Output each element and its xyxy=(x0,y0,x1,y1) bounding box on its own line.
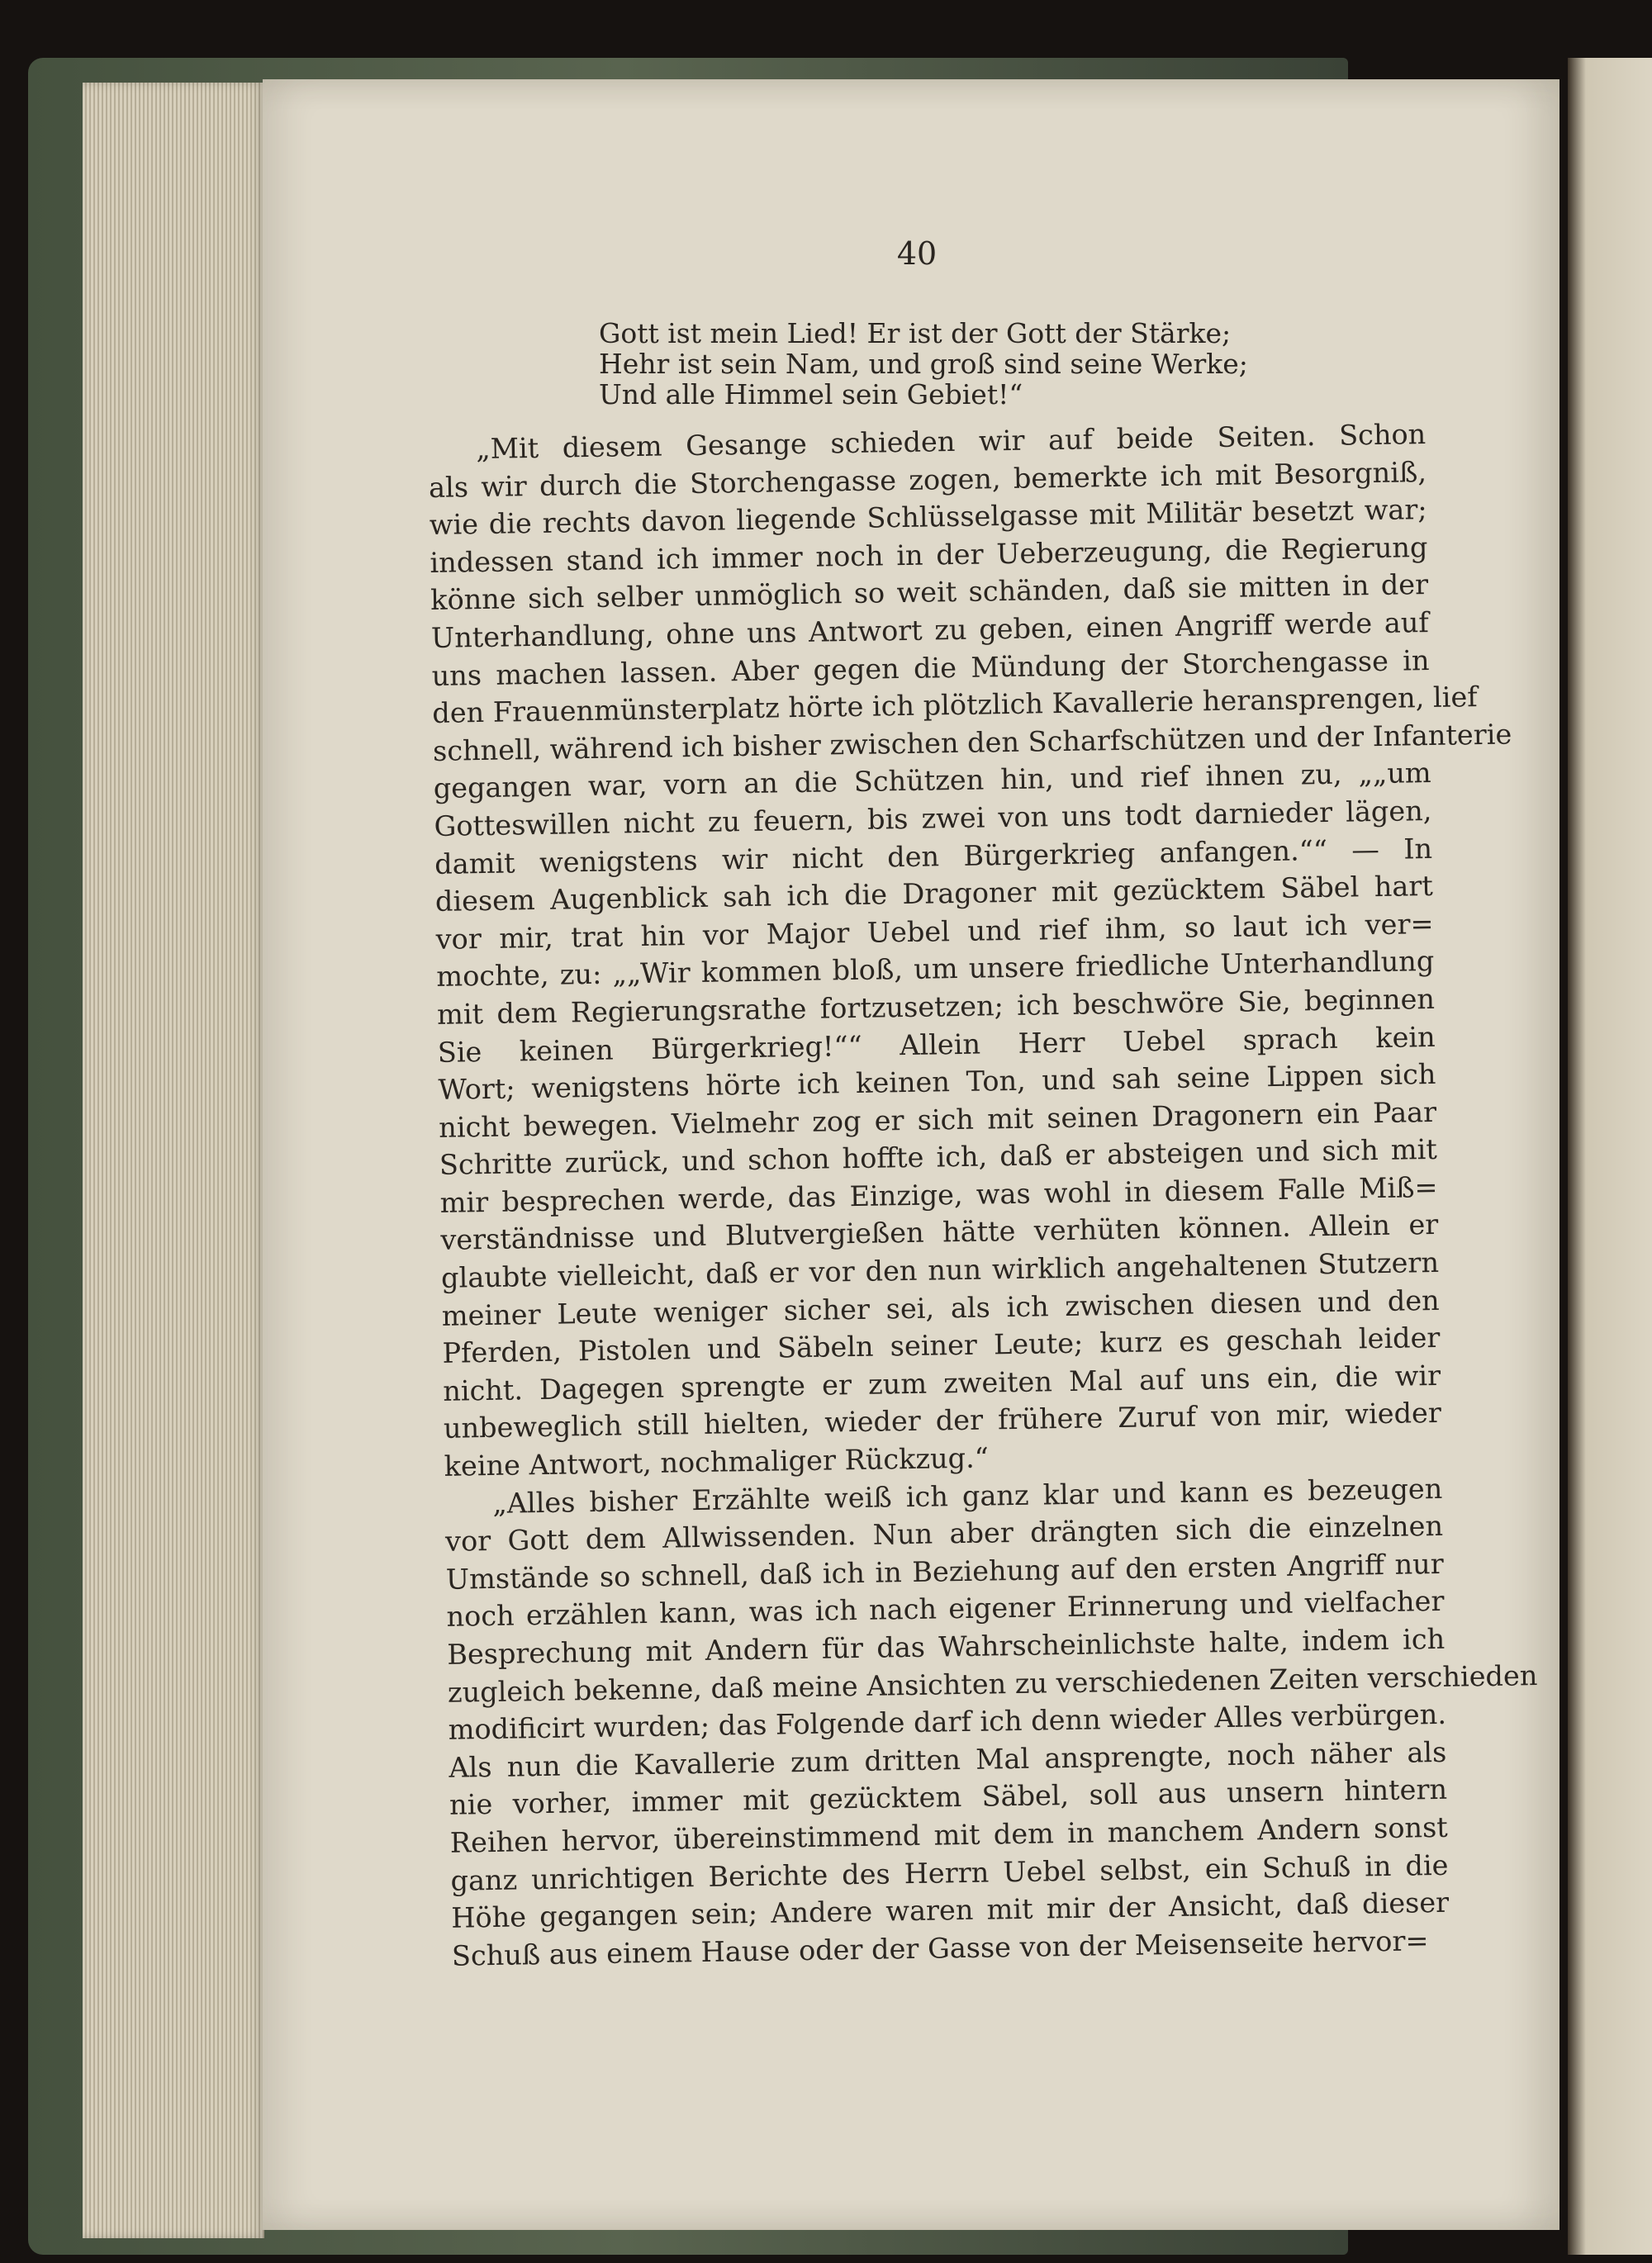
text-line: mit dem Regierungsrathe fortzusetzen; ich beschwöre Sie, beginnen xyxy=(436,982,1436,1031)
text-line: noch erzählen kann, was ich nach eigener Erinnerung und vielfacher xyxy=(446,1585,1445,1634)
page-number: 40 xyxy=(896,235,938,272)
text-line: nicht bewegen. Vielmehr zog er sich mit seinen Dragonern ein Paar xyxy=(438,1095,1437,1144)
text-line: nicht. Dagegen sprengte er zum zweiten Mal auf uns ein, die wir xyxy=(442,1359,1441,1407)
verse-block xyxy=(599,318,1260,410)
text-line: vor mir, trat hin vor Major Uebel und rief ihm, so laut ich ver= xyxy=(435,907,1434,956)
text-line: den Frauenmünsterplatz hörte ich plötzlich Kavallerie heransprengen, lief xyxy=(432,681,1478,730)
text-line: vor Gott dem Allwissenden. Nun aber drängten sich die einzelnen xyxy=(444,1510,1444,1558)
text-line: uns machen lassen. Aber gegen die Mündung der Storchengasse in xyxy=(431,643,1430,692)
text-line: Umstände so schnell, daß ich in Beziehung auf den ersten Angriff nur xyxy=(445,1547,1444,1596)
text-line: unbeweglich still hielten, wieder der frühere Zuruf von mir, wieder xyxy=(443,1397,1442,1445)
text-line: indessen stand ich immer noch in der Ueberzeugung, die Regierung xyxy=(430,530,1428,579)
text-line: könne sich selber unmöglich so weit schänden, daß sie mitten in der xyxy=(430,568,1429,617)
text-line: zugleich bekenne, daß meine Ansichten zu verschiedenen Zeiten verschieden xyxy=(447,1658,1538,1709)
verse-line: Gott ist mein Lied! Er ist der Gott der Stärke; xyxy=(599,317,1232,349)
body-text xyxy=(428,415,1538,1975)
text-line: damit wenigstens wir nicht den Bürgerkrieg anfangen.““ — In xyxy=(434,832,1433,880)
text-line: verständnisse und Blutvergießen hätte verhüten können. Allein er xyxy=(440,1208,1439,1257)
text-line: Höhe gegangen sein; Andere waren mit mir der Ansicht, daß dieser xyxy=(450,1886,1450,1934)
text-line: „Alles bisher Erzählte weiß ich ganz klar und kann es bezeugen xyxy=(492,1472,1443,1520)
verse-line: Hehr ist sein Nam, und groß sind seine Werke; xyxy=(599,348,1248,380)
text-line: nie vorher, immer mit gezücktem Säbel, soll aus unsern hintern xyxy=(449,1773,1448,1822)
text-line: Gotteswillen nicht zu feuern, bis zwei von uns todt darnieder lägen, xyxy=(434,794,1432,842)
text-line: Unterhandlung, ohne uns Antwort zu geben, einen Angriff werde auf xyxy=(430,605,1430,654)
text-line: Schritte zurück, und schon hoffte ich, daß er absteigen und sich mit xyxy=(439,1133,1438,1182)
text-line: Wort; wenigstens hörte ich keinen Ton, und sah seine Lippen sich xyxy=(438,1058,1436,1106)
text-line: Als nun die Kavallerie zum dritten Mal ansprengte, noch näher als xyxy=(449,1735,1447,1784)
text-line: schnell, während ich bisher zwischen den Scharfschützen und der Infanterie xyxy=(432,718,1512,767)
text-line: mir besprechen werde, das Einzige, was wohl in diesem Falle Miß= xyxy=(439,1170,1438,1219)
text-line: „Mit diesem Gesange schieden wir auf beide Seiten. Schon xyxy=(476,418,1427,466)
text-line: Pferden, Pistolen und Säbeln seiner Leute; kurz es geschah leider xyxy=(442,1321,1441,1370)
facing-page-edge xyxy=(1568,58,1652,2255)
text-line: diesem Augenblick sah ich die Dragoner mit gezücktem Säbel hart xyxy=(434,870,1434,918)
text-line: glaubte vielleicht, daß er vor den nun wirklich angehaltenen Stutzern xyxy=(440,1245,1440,1294)
text-line: wie die rechts davon liegende Schlüsselgasse mit Militär besetzt war; xyxy=(429,493,1427,542)
page-edges xyxy=(83,83,264,2238)
text-line: gegangen war, vorn an die Schützen hin, und rief ihnen zu, „„um xyxy=(433,757,1431,805)
text-line: Sie keinen Bürgerkrieg!““ Allein Herr Uebel sprach kein xyxy=(437,1020,1436,1069)
verse-line: Und alle Himmel sein Gebiet!“ xyxy=(599,378,1023,410)
text-line: keine Antwort, nochmaliger Rückzug.“ xyxy=(444,1441,990,1483)
text-line: ganz unrichtigen Berichte des Herrn Uebel selbst, ein Schuß in die xyxy=(450,1848,1449,1897)
text-line: modificirt wurden; das Folgende darf ich denn wieder Alles verbürgen. xyxy=(448,1698,1447,1746)
text-line: Schuß aus einem Hause oder der Gasse von der Meisenseite hervor= xyxy=(451,1924,1429,1972)
text-line: Besprechung mit Andern für das Wahrscheinlichste halte, indem ich xyxy=(446,1622,1446,1671)
text-line: mochte, zu: „„Wir kommen bloß, um unsere friedliche Unterhandlung xyxy=(436,945,1435,994)
text-line: meiner Leute weniger sicher sei, als ich zwischen diesen und den xyxy=(441,1283,1440,1332)
text-line: als wir durch die Storchengasse zogen, bemerkte ich mit Besorgniß, xyxy=(428,455,1427,504)
text-line: Reihen hervor, übereinstimmend mit dem in manchem Andern sonst xyxy=(449,1810,1449,1859)
